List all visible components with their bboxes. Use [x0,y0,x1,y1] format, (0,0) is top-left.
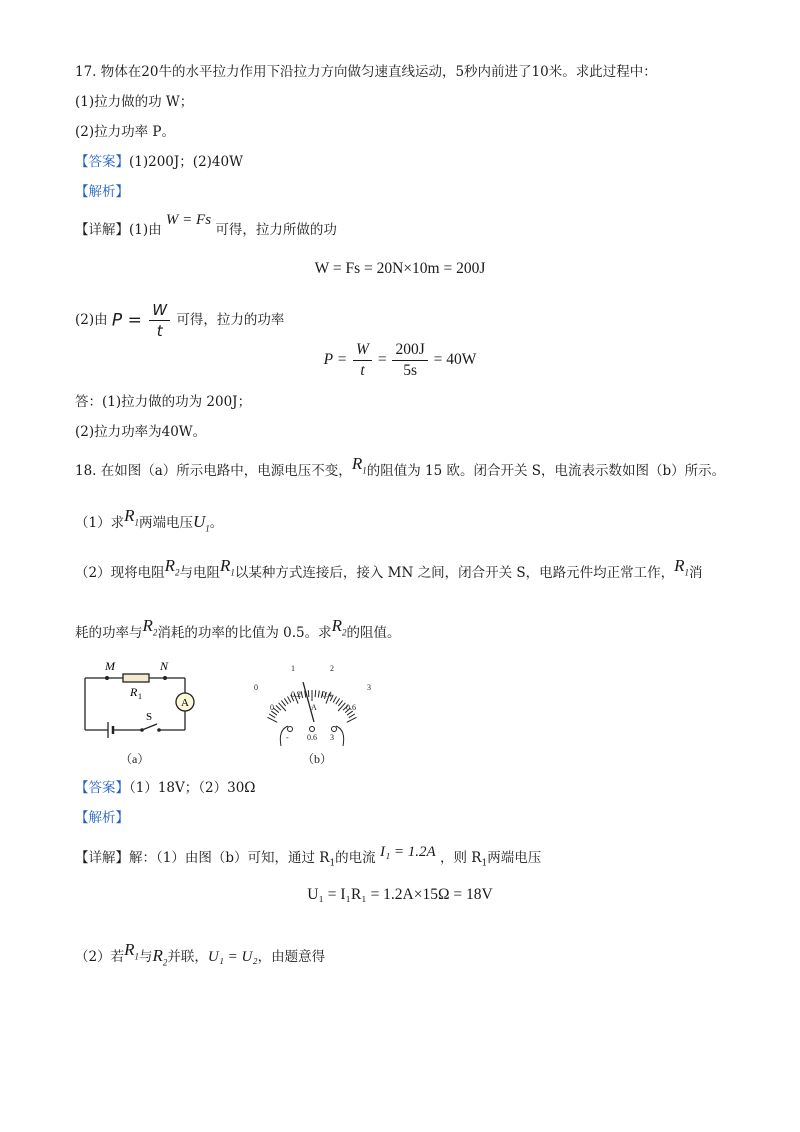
formula-p-num: W [149,300,170,321]
q18-p3-b: 消耗的功率的比值为 0.5。求 [157,625,332,641]
symbol-r1: $R_1$ [124,506,139,528]
label-ammeter: A [181,697,189,709]
q18-detail1: 【详解】解：（1）由图（b）可知，通过 $R_1$的电流 I₁ = 1.2A ，则 $R_1$两端电压 [75,844,542,869]
dial-tick [338,700,342,706]
dial-inner-06: 0.6 [346,703,356,712]
dial-tick [336,698,340,704]
q18-detail2-c: 并联， [167,949,208,965]
dial-inner-02: 0.2 [291,690,301,699]
q18-part2-cont [75,616,401,648]
wire-right [336,726,344,746]
q18-detail2-d: ，由题意得 [257,949,326,965]
equation-power: P = $\frac{W}{t}$ = $\frac{200J}{5s}$ = 40W [323,341,477,379]
dial-inner-04: 0.4 [322,690,332,699]
eq2-num2: 200J [392,340,427,361]
equation-work: W = Fs = 20N×10m = 200J [314,260,486,277]
dial-top-0: 0 [254,683,258,692]
q18-analysis [75,808,129,828]
fig-a-caption: （a） [120,752,150,766]
dial-needle [303,682,314,722]
formula-p-den: t [156,322,163,340]
current-value: I₁ = 1.2A [379,844,436,860]
q17-conclusion1: 答：(1)拉力做的功为 200J； [75,394,252,410]
dial-tick [279,703,286,711]
dial-inner-0: 0 [270,703,274,712]
q18-p2-b: 与电阻 [179,565,220,581]
detail1-pre: (1)由 [129,222,162,238]
symbol-r2: $R_2$ [164,556,180,578]
label-n: N [160,660,169,673]
label-m: M [105,660,115,673]
label-r1-sub: 1 [138,692,142,701]
switch-lever [142,724,157,730]
symbol-r2: $R_2$ [331,616,347,638]
eq2-den2: 5s [403,362,417,379]
analysis-tag: 【解析】 [75,184,129,200]
terminal-3-label: 3 [330,733,334,742]
symbol-r1: $R_1$ [674,556,690,578]
resistor-r1 [123,674,149,682]
q17-answer [75,152,243,172]
dial-top-2: 2 [330,664,334,673]
dial-tick [273,708,278,712]
dial-top-1: 1 [291,664,295,673]
terminal-n [163,676,167,680]
q18-p3-c: 的阻值。 [346,625,401,641]
q18-p2-d: 消 [689,565,703,581]
q18-stem [75,454,726,486]
dial-tick [315,690,316,697]
equation-voltage: U₁ = I₁R₁ = 1.2A×15Ω = 18V [307,886,493,903]
q17-part2: (2)拉力功率 P。 [75,124,175,140]
dial-tick [338,703,345,711]
q18-detail1-d: 两端电压 [487,850,542,866]
eq2-rhs: = 40W [433,351,477,369]
q18-p3-a: 耗的功率与 [75,625,143,641]
q18-p2-c: 以某种方式连接后，接入 MN 之间，闭合开关 S，电路元件均正常工作， [234,565,675,581]
q18-detail1-c: ，则 R [440,850,482,866]
terminal-minus-label: - [286,733,289,742]
answer-tag: 【答案】 [75,780,129,796]
q18-detail1-b: 的电流 [335,850,376,866]
fig-b-caption: （b） [302,752,333,766]
q17-analysis [75,182,129,202]
analysis-tag: 【解析】 [75,810,129,826]
detail2-pre: (2)由 [75,312,108,328]
dial-tick [349,714,355,718]
q18-stem-pre: 18. 在如图（a）所示电路中，电源电压不变， [75,463,352,479]
q17-detail1 [75,212,337,240]
label-r1: R [130,685,138,699]
q18-answer [75,778,255,798]
answer-tag: 【答案】 [75,154,129,170]
q18-p2-a: （2）现将电阻 [75,565,165,581]
terminal-m [105,676,109,680]
symbol-r1: $R_1$ [124,940,139,962]
answer-text: （1）18V；（2）30Ω [129,780,256,796]
q18-p1-pre: （1）求 [75,515,125,531]
dial-tick [276,705,281,710]
dial-tick [267,717,277,722]
detail-tag: 【详解】 [75,222,129,238]
symbol-r2: $R_2$ [142,616,158,638]
terminal-06-label: 0.6 [307,733,317,742]
dial-tick [284,698,288,704]
eq2-den1: t [360,362,365,379]
symbol-r1: $R_1$ [351,454,367,476]
dial-tick [301,691,303,698]
q18-p1-mid: 两端电压 [138,515,193,531]
eq2-lhs: P = [323,351,348,369]
q18-stem-post: 的阻值为 15 欧。闭合开关 S，电流表示数如图（b）所示。 [366,463,726,479]
q18-detail1-a: 解：（1）由图（b）可知，通过 R [129,850,330,866]
dial-tick [347,717,357,722]
detail-tag: 【详解】 [75,850,129,866]
q18-part1 [75,506,224,538]
q18-part2 [75,556,703,588]
formula-w-fs: W = Fs [165,212,212,228]
q18-p1-end: 。 [209,515,224,531]
answer-text: (1)200J；(2)40W [129,154,243,170]
dial-unit: A [311,703,317,712]
q18-detail2-a: （2）若 [75,949,125,965]
dial-tick [269,714,275,718]
dial-tick [318,691,319,698]
q17-stem: 17. 物体在20牛的水平拉力作用下沿拉力方向做匀速直线运动，5秒内前进了10米。求此过程中： [75,64,657,80]
terminal-3 [332,727,337,732]
label-switch: S [146,711,153,723]
terminal-06 [310,727,315,732]
detail2-post: 可得，拉力的功率 [176,312,285,328]
q18-detail2 [75,940,326,972]
formula-p-lhs: P = [111,310,142,331]
dial-tick [333,696,336,702]
symbol-r1: $R_1$ [219,556,235,578]
q17-conclusion2: (2)拉力功率为40W。 [75,424,207,440]
symbol-u1: $U_1$ [192,512,210,534]
dial-top-3: 3 [367,683,371,692]
detail1-post: 可得，拉力所做的功 [215,222,337,238]
dial-tick [281,700,285,706]
q18-detail2-b: 与 [138,949,153,965]
q17-part1: (1)拉力做的功 W； [75,94,194,110]
dial-tick [308,690,309,697]
symbol-r2: $R_2$ [152,946,168,968]
terminal-minus [288,727,293,732]
eq2-num1: W [353,340,372,361]
q17-detail2 [75,300,284,341]
voltage-equality: U₁ = U₂ [207,949,258,965]
ammeter-dial [248,660,378,750]
